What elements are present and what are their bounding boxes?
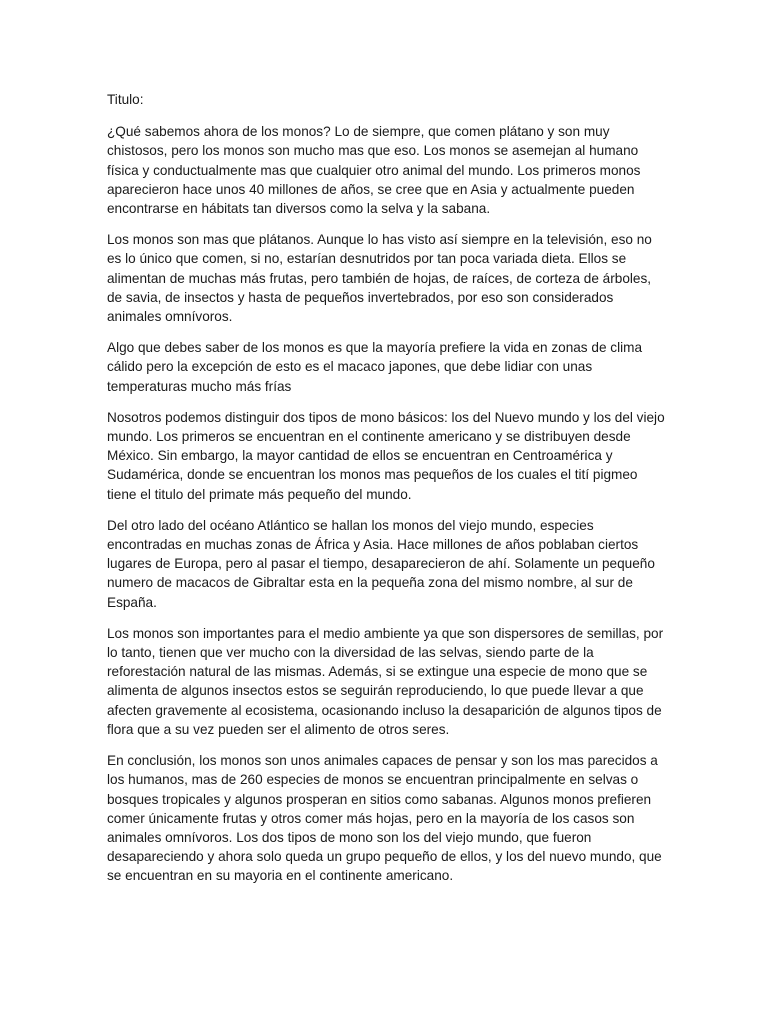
document-body (107, 90, 665, 898)
paragraph-diet: Los monos son mas que plátanos. Aunque lo has visto así siempre en la televisión, eso no es lo único que comen, si no, estarían desnutridos por tan poca variada dieta. Ellos se alimentan de muchas más frutas, pero también de hojas, de raíces, de corteza de árboles, de savia, de insectos y hasta de pequeños invertebrados, por eso son considerados animales omnívoros. (107, 232, 652, 325)
paragraph-conclusion: En conclusión, los monos son unos animales capaces de pensar y son los mas parecidos a los humanos, mas de 260 especies de monos se encuentran principalmente en selvas o bosques tropicales y algunos prosperan en sitios como sabanas. Algunos monos prefieren comer únicamente frutas y otros comer más hojas, pero en la mayoría de los casos son animales omnívoros. Los dos tipos de mono son los del viejo mundo, que fueron desapareciendo y ahora solo queda un grupo pequeño de ellos, y los del nuevo mundo, que se encuentran en su mayoria en el continente americano. (107, 753, 662, 884)
paragraph-new-world: Nosotros podemos distinguir dos tipos de mono básicos: los del Nuevo mundo y los del viejo mundo. Los primeros se encuentran en el continente americano y se distribuyen desde México. Sin embargo, la mayor cantidad de ellos se encuentran en Centroamérica y Sudamérica, donde se encuentran los monos mas pequeños de los cuales el tití pigmeo tiene el titulo del primate más pequeño del mundo. (107, 409, 665, 502)
paragraph-intro: ¿Qué sabemos ahora de los monos? Lo de siempre, que comen plátano y son muy chistosos, pero los monos son mucho mas que eso. Los monos se asemejan al humano física y conductualmente mas que cualquier otro animal del mundo. Los primeros monos aparecieron hace unos 40 millones de años, se cree que en Asia y actualmente pueden encontrarse en hábitats tan diversos como la selva y la sabana. (107, 124, 641, 217)
paragraph-climate: Algo que debes saber de los monos es que la mayoría prefiere la vida en zonas de clima cálido pero la excepción de esto es el macaco japones, que debe lidiar con unas temperaturas mucho más frías (107, 340, 643, 394)
paragraph-old-world: Del otro lado del océano Atlántico se hallan los monos del viejo mundo, especies encontradas en muchas zonas de África y Asia. Hace millones de años poblaban ciertos lugares de Europa, pero al pasar el tiempo, desaparecieron de ahí. Solamente un pequeño numero de macacos de Gibraltar esta en la pequeña zona del mismo nombre, al sur de España. (107, 517, 655, 610)
document-title: Titulo: (107, 92, 144, 107)
paragraph-ecology: Los monos son importantes para el medio ambiente ya que son dispersores de semillas, por lo tanto, tienen que ver mucho con la diversidad de las selvas, siendo parte de la reforestación natural de las mismas. Además, si se extingue una especie de mono que se alimenta de algunos insectos estos se seguirán reproduciendo, lo que puede llevar a que afecten gravemente al ecosistema, ocasionando incluso la desaparición de algunos tipos de flora que a su vez pueden ser el alimento de otros seres. (107, 625, 664, 737)
